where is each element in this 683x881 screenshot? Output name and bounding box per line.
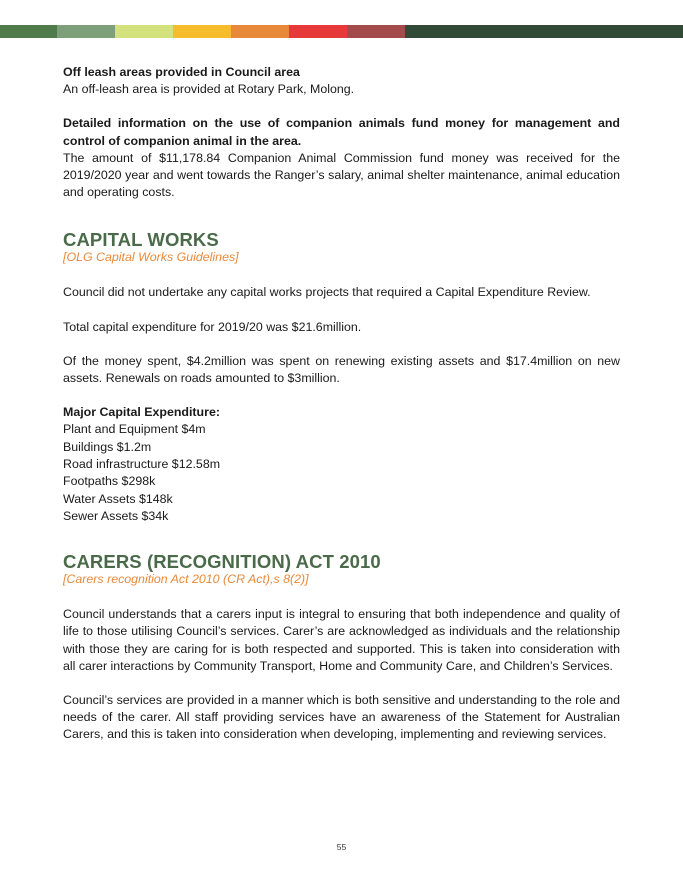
companion-heading: Detailed information on the use of companion animals fund money for management and control of companion animal in the area. [63, 116, 620, 148]
capital-works-para-3: Of the money spent, $4.2million was spent on renewing existing assets and $17.4million on new assets. Renewals on roads amounted to $3million. [63, 353, 620, 386]
color-segment [231, 25, 289, 38]
color-segment [289, 25, 347, 38]
capital-works-para-1: Council did not undertake any capital works projects that required a Capital Expenditure Review. [63, 285, 591, 300]
carers-subtitle: [Carers recognition Act 2010 (CR Act),s 8(2)] [63, 572, 309, 587]
capital-works-title: CAPITAL WORKS [63, 229, 219, 251]
list-item: Plant and Equipment $4m [63, 422, 206, 437]
carers-title: CARERS (RECOGNITION) ACT 2010 [63, 551, 381, 573]
offleash-text: An off-leash area is provided at Rotary Park, Molong. [63, 82, 355, 97]
carers-para-2: Council’s services are provided in a manner which is both sensitive and understanding to the role and needs of the carer. All staff providing services have an awareness of the Statement for Australian Carers, and this is taken into consideration when developing, implementing and reviewing services. [63, 693, 620, 742]
list-item: Sewer Assets $34k [63, 508, 169, 523]
carers-para-1: Council understands that a carers input is integral to ensuring that both independence and quality of life to those utilising Council’s services. Carer’s are acknowledged as individuals and the relationship with those they are caring for is both respected and supported. This is taken into consideration with all carer interactions by Community Transport, Home and Community Care, and Children’s Services. [63, 607, 620, 673]
capital-works-subtitle: [OLG Capital Works Guidelines] [63, 250, 239, 265]
capital-works-para-2: Total capital expenditure for 2019/20 was $21.6million. [63, 319, 362, 334]
major-capex-heading: Major Capital Expenditure: [63, 405, 220, 420]
header-color-bar [0, 25, 683, 38]
list-item: Road infrastructure $12.58m [63, 457, 221, 472]
list-item: Footpaths $298k [63, 474, 156, 489]
capex-list [63, 421, 620, 525]
color-segment [173, 25, 231, 38]
page-number: 55 [336, 842, 347, 852]
list-item: Water Assets $148k [63, 491, 173, 506]
offleash-heading: Off leash areas provided in Council area [63, 65, 300, 79]
color-segment [347, 25, 405, 38]
list-item: Buildings $1.2m [63, 439, 152, 454]
color-segment [115, 25, 173, 38]
color-segment [57, 25, 115, 38]
color-segment [0, 25, 57, 38]
companion-text: The amount of $11,178.84 Companion Animal Commission fund money was received for the 2019/2020 year and went towards the Ranger’s salary, animal shelter maintenance, animal education and operating costs. [63, 150, 620, 200]
color-segment [405, 25, 683, 38]
page-content [63, 64, 620, 744]
